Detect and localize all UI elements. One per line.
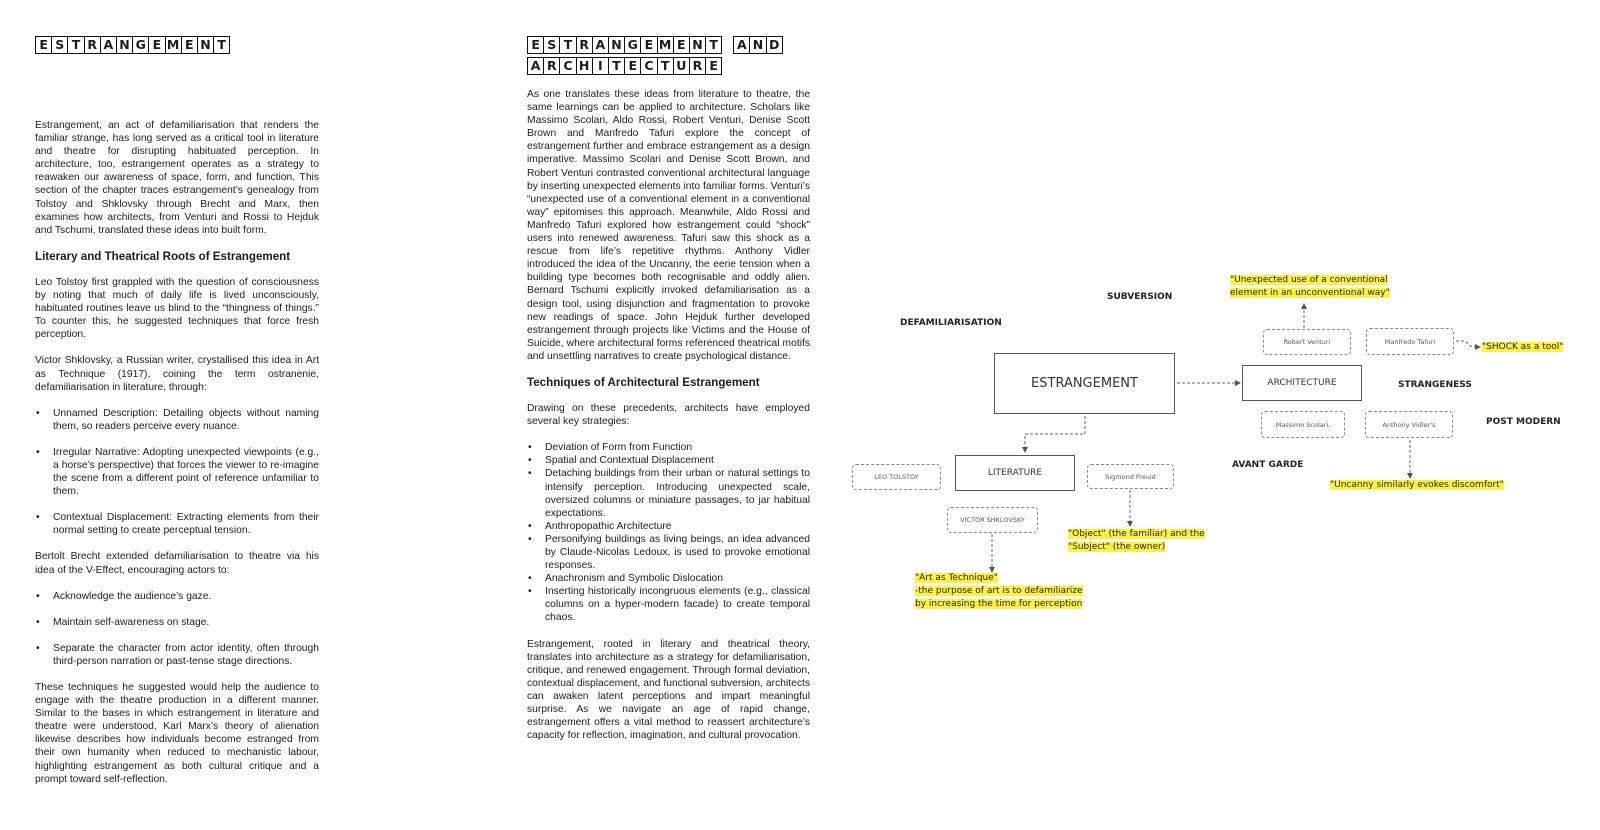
title-letter-box: E [673, 36, 690, 54]
list-item: • Deviation of Form from Function [527, 441, 810, 454]
tafuri-node: Manfredo Tafuri [1366, 328, 1454, 355]
title-letter-box: E [527, 36, 544, 54]
title-letter-box: T [705, 36, 722, 54]
title-letter-box: G [132, 36, 149, 54]
title-letter-box: R [689, 57, 706, 75]
section-heading: Literary and Theatrical Roots of Estrangement [35, 249, 291, 263]
title-letter-box: A [592, 36, 609, 54]
list-item: • Unnamed Description: Detailing objects without naming them, so readers perceive every nuance. [35, 407, 319, 433]
section-heading: Techniques of Architectural Estrangement [527, 375, 760, 389]
note-line: "Uncanny similarly evokes discomfort" [1330, 480, 1504, 490]
note-line: "Art as Technique" [915, 573, 998, 583]
title-letter-box: R [543, 57, 560, 75]
title-letter-box: C [640, 57, 657, 75]
tolstoy-node: LEO TOLSTOY [852, 464, 941, 490]
note-line: element in an unconventional way" [1230, 288, 1390, 298]
title-letter-box: S [51, 36, 68, 54]
list-item: • Anthropopathic Architecture [527, 520, 810, 533]
title-letter-box: N [689, 36, 706, 54]
title-letter-box: N [116, 36, 133, 54]
shock-note [1482, 341, 1563, 354]
title-letter-box: R [84, 36, 101, 54]
title-letter-box: G [624, 36, 641, 54]
title-letter-box: N [749, 36, 766, 54]
label-strangeness: STRANGENESS [1398, 380, 1472, 390]
title-letter-box: E [640, 36, 657, 54]
title-letter-box: M [657, 36, 674, 54]
list-item: • Irregular Narrative: Adopting unexpected viewpoints (e.g., a horse’s perspective) that forces the viewer to re-imagine the scene from a different point of reference unfamiliar to them. [35, 446, 319, 498]
title-letter-box: T [559, 36, 576, 54]
title-letter-box: E [181, 36, 198, 54]
title-letter-box: N [197, 36, 214, 54]
title-letter-box: R [576, 36, 593, 54]
label-subversion: SUBVERSION [1107, 292, 1173, 302]
label-post-modern: POST MODERN [1486, 417, 1561, 427]
note-line: "Object" (the familiar) and the [1068, 529, 1205, 539]
title-letter-box: C [559, 57, 576, 75]
title-letter-box: T [657, 57, 674, 75]
conclusion-paragraph: Estrangement, rooted in literary and theatrical theory, translates into architecture as a strategy for defamiliarisation, critique, and renewed engagement. Through formal deviation, contextual displacement, and functional subversion, architects can awaken latent perceptions and impart meaningful surprise. As we navigate an age of rapid change, estrangement offers a vital method to reassert architecture’s capacity for reflection, imagination, and cultural provocation. [527, 638, 810, 742]
list-item: • Detaching buildings from their urban or natural settings to intensify perception. Introducing unexpected scale, oversized columns or miniature passages, to jar habitual expectations. [527, 467, 810, 519]
brecht-paragraph: Bertolt Brecht extended defamiliarisation to theatre via his idea of the V-Effect, encouraging actors to: [35, 551, 319, 576]
freud-note [1068, 528, 1205, 554]
list-item: • Personifying buildings as living beings, an idea advanced by Claude-Nicolas Ledoux, is used to provoke emotional responses. [527, 533, 810, 572]
list-item: • Spatial and Contextual Displacement [527, 454, 810, 467]
title-letter-box: A [733, 36, 750, 54]
note-line: -the purpose of art is to defamiliarize [915, 586, 1083, 596]
title-letter-box: A [527, 57, 544, 75]
list-item: • Contextual Displacement: Extracting elements from their normal setting to create perceptual tension. [35, 511, 319, 537]
title-letter-box: T [608, 57, 625, 75]
scolari-node: Massimo Scolari, [1261, 411, 1345, 438]
note-line: by increasing the time for perception [915, 599, 1083, 609]
note-line: "Subject" (the owner) [1068, 542, 1166, 552]
title-letter-box: T [213, 36, 230, 54]
title-letter-box: E [35, 36, 52, 54]
title-letter-box: E [624, 57, 641, 75]
label-avant-garde: AVANT GARDE [1232, 460, 1304, 470]
title-letter-box: I [592, 57, 609, 75]
shklovsky-paragraph: Victor Shklovsky, a Russian writer, crystallised this idea in Art as Technique (1917), coining the term ostranenie, defamiliarisation in literature, through: [35, 355, 319, 393]
freud-node: Sigmond Freuid [1087, 464, 1174, 489]
strategies-intro: Drawing on these precedents, architects have employed several key strategies: [527, 403, 810, 428]
venturi-node: Robert Venturi [1263, 329, 1351, 355]
title-letter-box: H [576, 57, 593, 75]
list-item: • Maintain self-awareness on stage. [35, 616, 319, 629]
tolstoy-paragraph: Leo Tolstoy first grappled with the question of consciousness by noting that much of daily life is lived unconsciously, habituated routines leave us blind to the “thingness of things.” To counter this, he suggested techniques that force fresh perception. [35, 276, 319, 341]
list-item: • Anachronism and Symbolic Dislocation [527, 572, 810, 585]
note-line: "Unexpected use of a conventional [1230, 275, 1388, 285]
title-letter-box: E [705, 57, 722, 75]
label-defamiliarisation: DEFAMILIARISATION [900, 318, 1002, 328]
vidler-node: Anthony Vidler's [1365, 411, 1453, 438]
title-letter-box: N [608, 36, 625, 54]
list-item: • Separate the character from actor identity, often through third-person narration or past-tense stage directions. [35, 642, 319, 668]
list-item: • Acknowledge the audience’s gaze. [35, 590, 319, 603]
note-line: "SHOCK as a tool" [1482, 342, 1564, 352]
title-letter-box: A [100, 36, 117, 54]
title-letter-box: S [543, 36, 560, 54]
architecture-paragraph: As one translates these ideas from literature to theatre, the same learnings can be applied to architecture. Scholars like Massimo Scolari, Aldo Rossi, Robert Venturi, Denise Scott Brown and Manfredo Tafuri explore the concept of estrangement further and embrace estrangement as a design imperative. Massimo Scolari and Denise Scott Brown, and Robert Venturi contrasted conventional architectural language by inserting unexpected elements into familiar forms. Venturi’s “unexpected use of a conventional element in a conventional way” epitomises this approach. Meanwhile, Aldo Rossi and Manfredo Tafuri explored how estrangement could “shock” users into renewed awareness. Tafuri saw this shock as a rescue from life’s repetitive rhythms. Anthony Vidler introduced the idea of the Uncanny, the eerie tension when a building type becomes both recognisable and oddly alien. Bernard Tschumi explicitly invoked defamiliarisation as a design tool, using disjunction and fragmentation to provoke new readings of space. John Hejduk further developed estrangement through projects like Victims and the House of Suicide, where architectural forms referenced theatrical motifs and unsettling narratives to create psychological distance. [527, 89, 810, 362]
closing-paragraph: These techniques he suggested would help the audience to engage with the theatre production in a different manner. Similar to the bases in which estrangement in literature and theatre were understood, Karl Marx’s theory of alienation likewise describes how individuals become estranged from their own humanity when reduced to mechanistic labour, highlighting estrangement as both cultural critique and a prompt toward self-reflection. [35, 682, 319, 785]
title-letter-box: T [67, 36, 84, 54]
literature-node: LITERATURE [955, 455, 1075, 491]
title-letter-box: D [766, 36, 783, 54]
intro-paragraph: Estrangement, an act of defamiliarisation that renders the familiar strange, has long served as a critical tool in literature and theatre for disrupting habituated perception. In architecture, too, estrangement operates as a strategy to reawaken our awareness of space, form, and function. This section of the chapter traces estrangement’s genealogy from Tolstoy and Shklovsky through Brecht and Marx, then examines how architects, from Venturi and Rossi to Hejduk and Tschumi, translated these ideas into built form. [35, 120, 319, 236]
shklovsky-node: VICTOR SHKLOVSKY [947, 507, 1038, 533]
uncanny-note [1330, 479, 1504, 492]
estrangement-node: ESTRANGEMENT [994, 353, 1175, 414]
title-letter-box: U [673, 57, 690, 75]
title-letter-box: M [165, 36, 182, 54]
venturi-quote-note [1230, 274, 1390, 300]
art-as-technique-note [915, 572, 1083, 611]
title-letter-box: E [148, 36, 165, 54]
connector-tafuri-shock [1456, 341, 1480, 347]
connector-estrangement-literature [1025, 416, 1085, 452]
list-item: • Inserting historically incongruous elements (e.g., classical columns on a hyper-modern facade) to create temporal chaos. [527, 585, 810, 624]
architecture-node: ARCHITECTURE [1242, 365, 1362, 401]
